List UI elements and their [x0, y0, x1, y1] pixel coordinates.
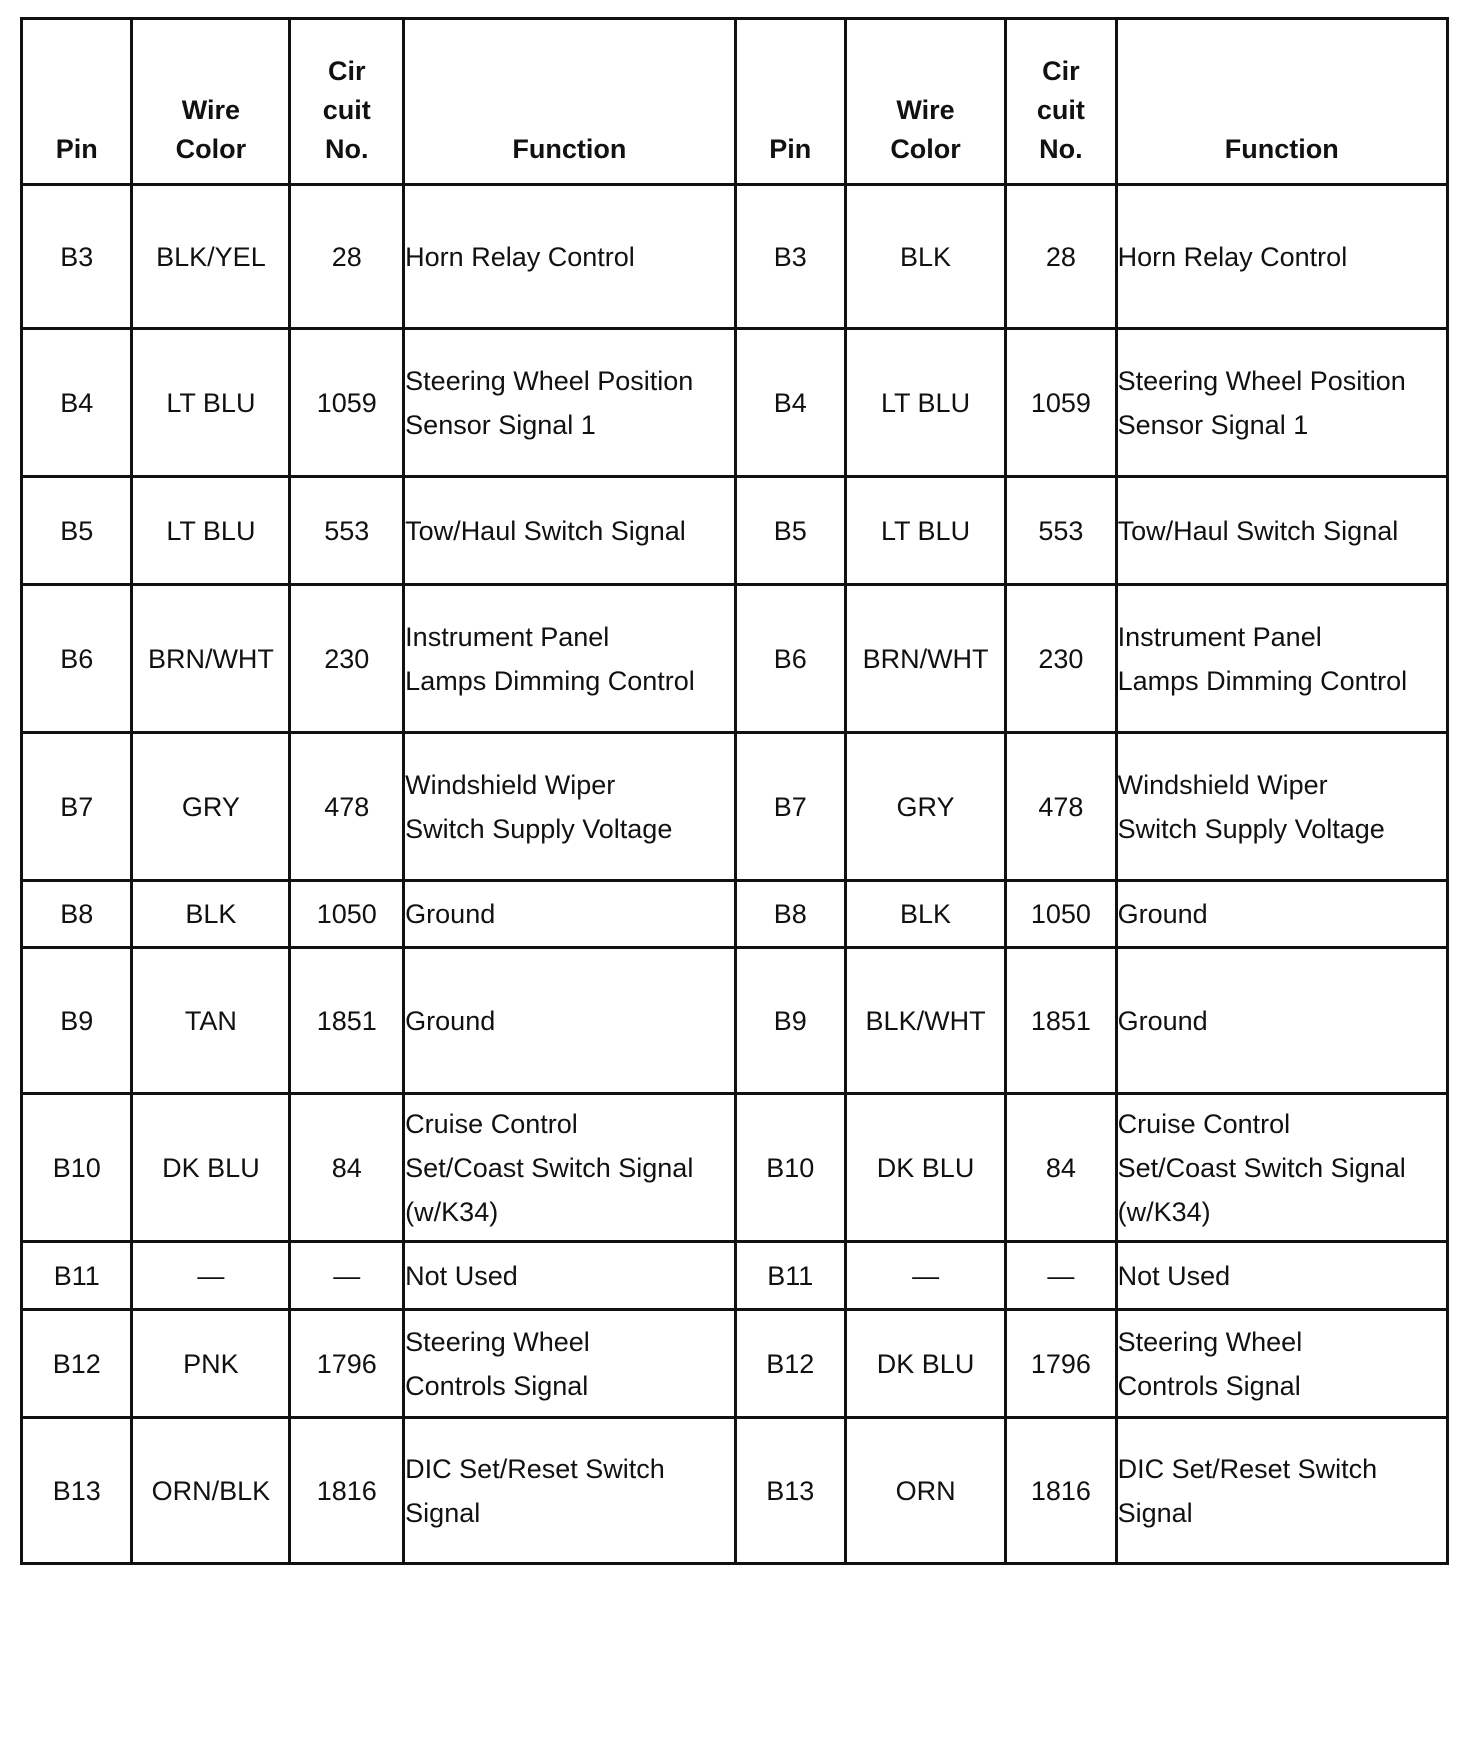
- circuit-cell-right: 553: [1006, 477, 1116, 585]
- pin-cell-right: B11: [735, 1242, 845, 1310]
- function-cell-right: Steering Wheel Position Sensor Signal 1: [1116, 329, 1447, 477]
- table-row: [22, 585, 1448, 733]
- header-wire-color-right: [845, 19, 1005, 185]
- function-cell-right: Steering Wheel Controls Signal: [1116, 1310, 1447, 1418]
- pin-cell-right: B13: [735, 1418, 845, 1564]
- function-cell-left: Ground: [404, 881, 735, 948]
- pin-cell-left: B9: [22, 948, 132, 1094]
- function-cell-right: Windshield Wiper Switch Supply Voltage: [1116, 733, 1447, 881]
- header-function-left: Function: [404, 19, 735, 185]
- function-cell-left: Not Used: [404, 1242, 735, 1310]
- function-cell-right: DIC Set/Reset Switch Signal: [1116, 1418, 1447, 1564]
- circuit-cell-right: 84: [1006, 1094, 1116, 1242]
- pin-cell-right: B9: [735, 948, 845, 1094]
- wire-color-cell-left: —: [132, 1242, 290, 1310]
- table-row: [22, 1418, 1448, 1564]
- circuit-cell-left: 230: [290, 585, 404, 733]
- function-cell-right: Tow/Haul Switch Signal: [1116, 477, 1447, 585]
- function-cell-left: Steering Wheel Position Sensor Signal 1: [404, 329, 735, 477]
- pin-cell-left: B6: [22, 585, 132, 733]
- circuit-cell-right: 1851: [1006, 948, 1116, 1094]
- circuit-cell-right: 1796: [1006, 1310, 1116, 1418]
- function-cell-left: DIC Set/Reset Switch Signal: [404, 1418, 735, 1564]
- wire-color-cell-left: BLK: [132, 881, 290, 948]
- pin-cell-left: B13: [22, 1418, 132, 1564]
- table-body: [22, 185, 1448, 1564]
- circuit-cell-right: 230: [1006, 585, 1116, 733]
- function-cell-left: Windshield Wiper Switch Supply Voltage: [404, 733, 735, 881]
- wire-color-cell-right: ORN: [845, 1418, 1005, 1564]
- function-cell-left: Horn Relay Control: [404, 185, 735, 329]
- function-cell-left: Instrument Panel Lamps Dimming Control: [404, 585, 735, 733]
- circuit-cell-left: 1796: [290, 1310, 404, 1418]
- wire-color-cell-left: BRN/WHT: [132, 585, 290, 733]
- table-row: [22, 477, 1448, 585]
- table-row: [22, 185, 1448, 329]
- circuit-cell-left: 1059: [290, 329, 404, 477]
- circuit-cell-right: 28: [1006, 185, 1116, 329]
- pin-cell-right: B5: [735, 477, 845, 585]
- pin-cell-right: B4: [735, 329, 845, 477]
- circuit-cell-left: 1816: [290, 1418, 404, 1564]
- circuit-cell-left: 28: [290, 185, 404, 329]
- wire-color-cell-right: DK BLU: [845, 1094, 1005, 1242]
- wire-color-cell-right: BLK/WHT: [845, 948, 1005, 1094]
- circuit-cell-right: 1816: [1006, 1418, 1116, 1564]
- header-circuit-right: [1006, 19, 1116, 185]
- pin-cell-right: B12: [735, 1310, 845, 1418]
- header-circuit-text: Cir cuit No.: [1036, 56, 1085, 164]
- table-row: [22, 1242, 1448, 1310]
- table-row: [22, 329, 1448, 477]
- table-row: [22, 881, 1448, 948]
- wire-color-cell-left: PNK: [132, 1310, 290, 1418]
- wire-color-cell-left: ORN/BLK: [132, 1418, 290, 1564]
- pin-cell-left: B4: [22, 329, 132, 477]
- function-cell-left: Steering Wheel Controls Signal: [404, 1310, 735, 1418]
- wire-color-cell-left: TAN: [132, 948, 290, 1094]
- wire-color-cell-right: BLK: [845, 185, 1005, 329]
- header-wire-color-left: [132, 19, 290, 185]
- header-pin-right: Pin: [735, 19, 845, 185]
- circuit-cell-right: 1050: [1006, 881, 1116, 948]
- wire-color-cell-left: DK BLU: [132, 1094, 290, 1242]
- header-row: [22, 19, 1448, 185]
- table-row: [22, 1094, 1448, 1242]
- table-row: [22, 1310, 1448, 1418]
- wire-color-cell-left: LT BLU: [132, 329, 290, 477]
- pin-cell-left: B7: [22, 733, 132, 881]
- circuit-cell-left: 478: [290, 733, 404, 881]
- wire-color-cell-right: BRN/WHT: [845, 585, 1005, 733]
- pin-cell-left: B11: [22, 1242, 132, 1310]
- circuit-cell-left: 553: [290, 477, 404, 585]
- circuit-cell-left: 1851: [290, 948, 404, 1094]
- header-pin-left: Pin: [22, 19, 132, 185]
- connector-pinout-table: [20, 17, 1449, 1565]
- header-circuit-text: Cir cuit No.: [322, 56, 371, 164]
- circuit-cell-right: 1059: [1006, 329, 1116, 477]
- pin-cell-right: B10: [735, 1094, 845, 1242]
- pin-cell-right: B3: [735, 185, 845, 329]
- circuit-cell-left: 84: [290, 1094, 404, 1242]
- circuit-cell-left: —: [290, 1242, 404, 1310]
- header-circuit-left: [290, 19, 404, 185]
- table-row: [22, 733, 1448, 881]
- wire-color-cell-right: —: [845, 1242, 1005, 1310]
- pin-cell-left: B12: [22, 1310, 132, 1418]
- table-row: [22, 948, 1448, 1094]
- pin-cell-right: B8: [735, 881, 845, 948]
- header-wire-color-text: Wire Color: [175, 95, 247, 164]
- pin-cell-left: B5: [22, 477, 132, 585]
- function-cell-right: Ground: [1116, 948, 1447, 1094]
- function-cell-right: Not Used: [1116, 1242, 1447, 1310]
- circuit-cell-right: —: [1006, 1242, 1116, 1310]
- pin-cell-left: B8: [22, 881, 132, 948]
- pin-cell-left: B3: [22, 185, 132, 329]
- wire-color-cell-right: GRY: [845, 733, 1005, 881]
- function-cell-right: Horn Relay Control: [1116, 185, 1447, 329]
- function-cell-right: Cruise Control Set/Coast Switch Signal (w/K34): [1116, 1094, 1447, 1242]
- wire-color-cell-right: DK BLU: [845, 1310, 1005, 1418]
- function-cell-left: Cruise Control Set/Coast Switch Signal (w/K34): [404, 1094, 735, 1242]
- function-cell-right: Instrument Panel Lamps Dimming Control: [1116, 585, 1447, 733]
- circuit-cell-left: 1050: [290, 881, 404, 948]
- function-cell-left: Tow/Haul Switch Signal: [404, 477, 735, 585]
- header-function-right: Function: [1116, 19, 1447, 185]
- wire-color-cell-left: BLK/YEL: [132, 185, 290, 329]
- pin-cell-left: B10: [22, 1094, 132, 1242]
- function-cell-right: Ground: [1116, 881, 1447, 948]
- wire-color-cell-left: LT BLU: [132, 477, 290, 585]
- wire-color-cell-right: LT BLU: [845, 477, 1005, 585]
- wire-color-cell-left: GRY: [132, 733, 290, 881]
- function-cell-left: Ground: [404, 948, 735, 1094]
- pin-cell-right: B6: [735, 585, 845, 733]
- header-wire-color-text: Wire Color: [890, 95, 961, 164]
- wire-color-cell-right: BLK: [845, 881, 1005, 948]
- circuit-cell-right: 478: [1006, 733, 1116, 881]
- pin-cell-right: B7: [735, 733, 845, 881]
- wire-color-cell-right: LT BLU: [845, 329, 1005, 477]
